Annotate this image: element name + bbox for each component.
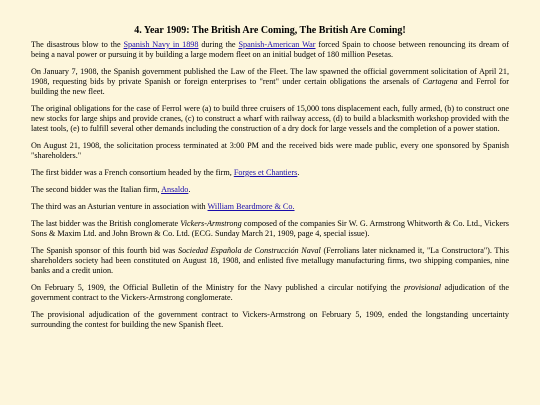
paragraph-5 [31, 168, 509, 178]
paragraph-text: composed of the companies Sir W. G. Armstrong Whitworth & Co. Ltd., Vickers Sons & Maxim Ltd. and John Brown & Co. Ltd. (ECG. Sunday March 21, 1909, page 4, special issue). [31, 219, 509, 238]
paragraph-text: during the [198, 40, 239, 49]
section-heading: 4. Year 1909: The British Are Coming, The British Are Coming! [134, 25, 406, 36]
paragraph-6 [31, 185, 509, 195]
paragraph-text: The Spanish sponsor of this fourth bid was [31, 246, 178, 255]
paragraph-text: The second bidder was the Italian firm, [31, 185, 162, 194]
paragraph-text: adjudication of the government contract to the Vickers-Armstrong conglomerate. [31, 283, 510, 302]
paragraph-text: (Ferrolians later nicknamed it, "La Constructora"). This shareholders society had been constituted on August 18, 1908, and enlisted five metallugy manufacturing firms, two shipping companies, nine banks and a credit union. [31, 246, 509, 275]
paragraph-text: The disastrous blow to the [31, 40, 124, 49]
italic-text: provisional [403, 283, 441, 292]
paragraph-text: On January 7, 1908, the Spanish government published the Law of the Fleet. The law spawned the official government solicitation of April 21, 1908, requesting bids by private Spanish or foreign enterprises to "rent" under certain obligations the arsenals of [31, 67, 509, 86]
paragraph-11: The provisional adjudication of the government contract to Vickers-Armstrong on February 5, 1909, ended the longstanding uncertainty surrounding the contest for building the new Spanish fleet. [31, 310, 509, 329]
paragraph-7 [31, 202, 509, 212]
paragraph-text: . [188, 185, 191, 194]
paragraph-text: The third was an Asturian venture in association with [31, 202, 208, 211]
paragraph-4: On August 21, 1908, the solicitation process terminated at 3:00 PM and the received bids were made public, every one sponsored by Spanish "shareholders." [31, 141, 509, 160]
paragraph-10 [31, 283, 509, 303]
italic-text: Sociedad Española de Construcción Naval [177, 246, 321, 255]
spanish-navy-1898-link[interactable]: Spanish Navy in 1898 [123, 40, 199, 49]
italic-text: Cartagena [422, 77, 458, 86]
paragraph-text: On February 5, 1909, the Official Bulletin of the Ministry for the Navy published a circular notifying the [31, 283, 404, 292]
paragraph-8 [31, 219, 509, 239]
ansaldo-link[interactable]: Ansaldo [161, 185, 189, 194]
italic-text: Vickers-Armstrong [180, 219, 242, 228]
paragraph-text: forced Spain to choose between renouncing its dream of being a naval power or pursuing it by building a large modern fleet on an initial budget of 180 million Pesetas. [31, 40, 509, 59]
paragraph-9 [31, 246, 509, 276]
paragraph-text: . [297, 168, 300, 177]
paragraph-2 [31, 67, 509, 97]
paragraph-text: The first bidder was a French consortium headed by the firm, [31, 168, 234, 177]
paragraph-text: The last bidder was the British conglomerate [31, 219, 181, 228]
paragraph-1 [31, 40, 509, 60]
forges-et-chantiers-link[interactable]: Forges et Chantiers [233, 168, 298, 177]
paragraph-3: The original obligations for the case of Ferrol were (a) to build three cruisers of 15,000 tons displacement each, fully armed, (b) to construct one new stocks for large ships and provide cranes, (c) to construct a wharf with railway access, (d) to build a blacksmith workshop provided with the latest tools, (e) to fulfill several other demands including the construction of a dry dock for large vessels and the completion of a power station. [31, 104, 509, 133]
paragraph-text: and Ferrol for building the new fleet. [31, 77, 509, 96]
william-beardmore-link[interactable]: William Beardmore & Co. [207, 202, 295, 211]
spanish-american-war-link[interactable]: Spanish-American War [238, 40, 316, 49]
